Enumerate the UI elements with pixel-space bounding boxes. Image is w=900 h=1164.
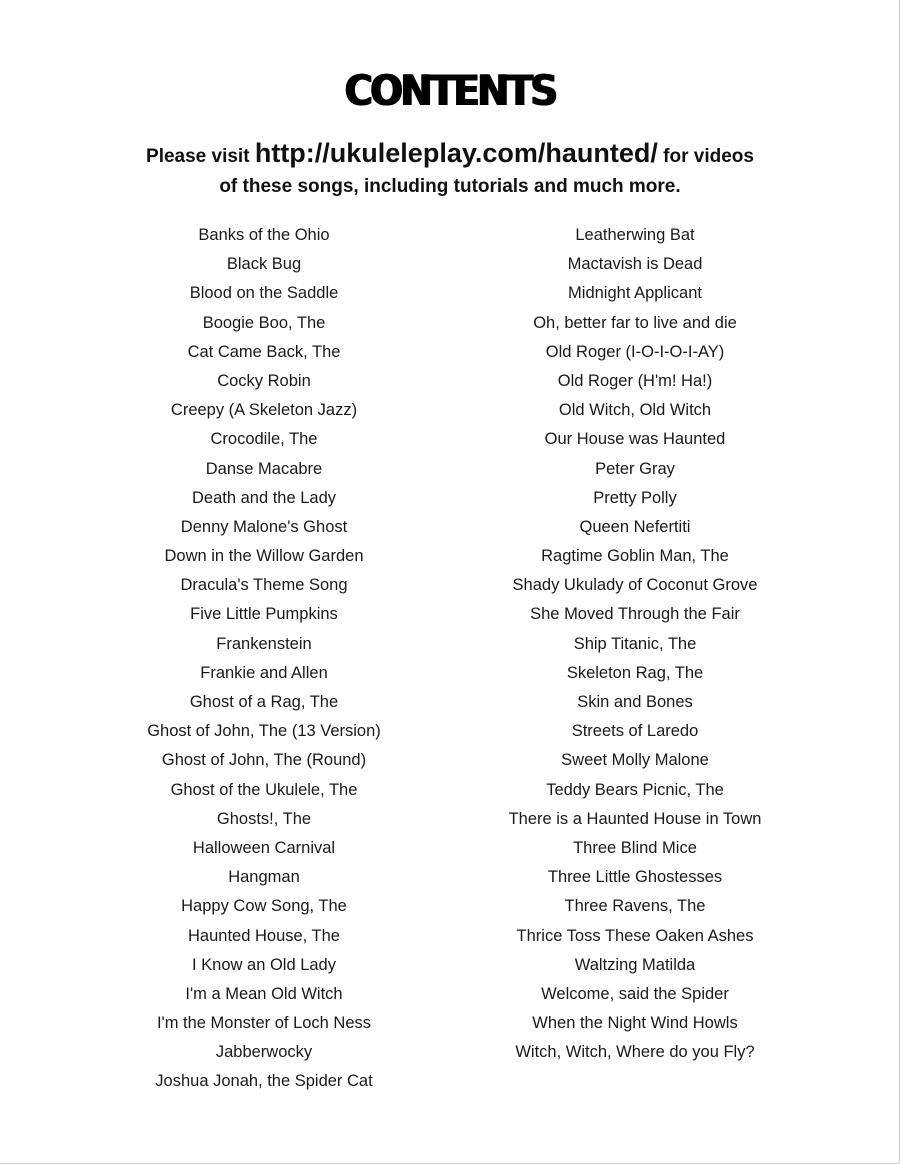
song-item: Shady Ukulady of Coconut Grove bbox=[512, 576, 758, 595]
song-item: Ghost of the Ukulele, The bbox=[170, 780, 358, 799]
song-item: Sweet Molly Malone bbox=[561, 751, 709, 770]
song-item: Death and the Lady bbox=[191, 488, 337, 507]
song-item: Banks of the Ohio bbox=[198, 226, 330, 244]
song-item: Skin and Bones bbox=[577, 693, 693, 711]
song-item: Streets of Laredo bbox=[571, 722, 699, 741]
song-item: She Moved Through the Fair bbox=[530, 605, 740, 624]
song-item: Blood on the Saddle bbox=[189, 284, 339, 303]
song-item: Pretty Polly bbox=[593, 488, 677, 507]
song-item: Thrice Toss These Oaken Ashes bbox=[516, 926, 754, 945]
visit-line-2: of these songs, including tutorials and much more. bbox=[219, 176, 681, 197]
visit-line bbox=[0, 138, 900, 172]
song-item: Dracula's Theme Song bbox=[180, 576, 348, 595]
song-item: Frankenstein bbox=[216, 634, 312, 653]
song-item: Ghosts!, The bbox=[216, 809, 312, 828]
song-item: Midnight Applicant bbox=[568, 284, 702, 303]
page-title: CONTENTS bbox=[344, 66, 556, 115]
song-item: Old Roger (H'm! Ha!) bbox=[557, 371, 713, 390]
song-item: Crocodile, The bbox=[210, 430, 318, 449]
song-item: I Know an Old Lady bbox=[191, 955, 336, 974]
song-item: Hangman bbox=[228, 868, 300, 887]
song-item: Witch, Witch, Where do you Fly? bbox=[515, 1043, 755, 1062]
song-list-left bbox=[114, 221, 414, 1097]
song-item: Haunted House, The bbox=[188, 926, 340, 945]
song-item: Queen Nefertiti bbox=[579, 517, 691, 536]
song-item: I'm the Monster of Loch Ness bbox=[156, 1014, 372, 1033]
song-item: Black Bug bbox=[226, 255, 302, 274]
song-item: Cat Came Back, The bbox=[187, 342, 341, 361]
song-item: Boogie Boo, The bbox=[202, 313, 326, 332]
song-item: Joshua Jonah, the Spider Cat bbox=[155, 1072, 373, 1091]
song-item: Old Roger (I-O-I-O-I-AY) bbox=[545, 342, 725, 361]
song-item: Halloween Carnival bbox=[192, 838, 336, 857]
song-item: Three Ravens, The bbox=[564, 897, 706, 916]
visit-url-link[interactable]: http://ukuleleplay.com/haunted/ bbox=[254, 138, 658, 168]
song-item: Waltzing Matilda bbox=[574, 955, 696, 974]
song-item: Our House was Haunted bbox=[544, 430, 726, 449]
song-item: I'm a Mean Old Witch bbox=[185, 984, 343, 1003]
visit-suffix: for videos bbox=[663, 146, 754, 167]
visit-prefix: Please visit bbox=[146, 146, 250, 167]
song-item: Happy Cow Song, The bbox=[181, 897, 347, 916]
song-item: Denny Malone's Ghost bbox=[180, 517, 348, 536]
song-item: Skeleton Rag, The bbox=[566, 663, 704, 682]
song-item: Jabberwocky bbox=[215, 1043, 313, 1062]
song-item: Peter Gray bbox=[595, 459, 675, 478]
song-item: Welcome, said the Spider bbox=[541, 984, 729, 1003]
song-item: Ragtime Goblin Man, The bbox=[541, 547, 729, 566]
song-item: Teddy Bears Picnic, The bbox=[546, 780, 724, 799]
song-list-right bbox=[485, 221, 785, 1067]
song-item: Leatherwing Bat bbox=[575, 226, 695, 244]
song-item: Down in the Willow Garden bbox=[164, 547, 364, 566]
song-item: Three Little Ghostesses bbox=[547, 868, 723, 887]
song-item: Frankie and Allen bbox=[200, 663, 328, 682]
song-item: Oh, better far to live and die bbox=[533, 313, 737, 332]
song-item: Ship Titanic, The bbox=[573, 634, 697, 653]
song-item: When the Night Wind Howls bbox=[532, 1014, 738, 1033]
song-item: Ghost of John, The (13 Version) bbox=[147, 722, 381, 741]
song-item: Cocky Robin bbox=[217, 371, 311, 390]
song-item: Five Little Pumpkins bbox=[190, 605, 338, 624]
song-item: Ghost of John, The (Round) bbox=[161, 751, 367, 770]
song-item: Ghost of a Rag, The bbox=[189, 693, 339, 711]
song-item: Three Blind Mice bbox=[573, 838, 697, 857]
song-item: There is a Haunted House in Town bbox=[508, 809, 762, 828]
song-item: Mactavish is Dead bbox=[567, 255, 703, 274]
song-item: Old Witch, Old Witch bbox=[558, 401, 712, 420]
song-item: Creepy (A Skeleton Jazz) bbox=[170, 401, 358, 420]
song-item: Danse Macabre bbox=[205, 459, 323, 478]
